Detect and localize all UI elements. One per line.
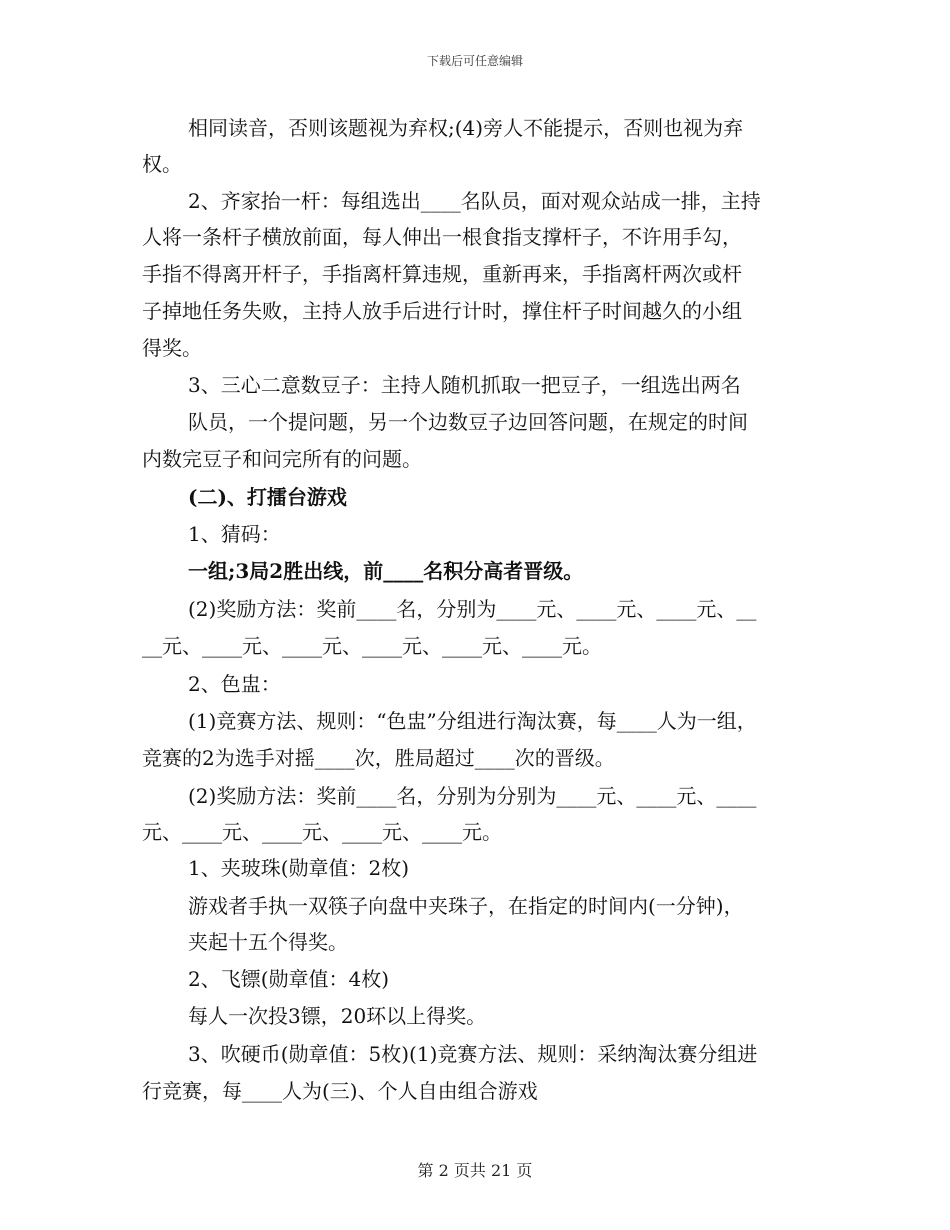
body-line-7: 得奖。 — [142, 336, 202, 360]
body-line-14: (2)奖励方法：奖前____名，分别为____元、____元、____元、__ — [188, 597, 757, 621]
body-line-13: 一组;3局2胜出线，前____名积分高者晋级。 — [188, 559, 584, 583]
section-heading: (二)、打擂台游戏 — [188, 485, 347, 509]
body-line-21: 1、夹玻珠(勋章值：2枚) — [188, 856, 410, 880]
body-line-22: 游戏者手执一双筷子向盘中夹珠子，在指定的时间内(一分钟)， — [188, 894, 744, 918]
body-line-10: 内数完豆子和问完所有的问题。 — [142, 447, 422, 471]
body-line-19: (2)奖励方法：奖前____名，分别为分别为____元、____元、____ — [188, 784, 757, 808]
body-line-5: 手指不得离开杆子，手指离杆算违规，重新再来，手指离杆两次或杆 — [142, 262, 742, 286]
body-line-24: 2、飞镖(勋章值：4枚) — [188, 967, 390, 991]
body-line-23: 夹起十五个得奖。 — [188, 930, 348, 954]
page-footer: 第 2 页共 21 页 — [417, 1161, 533, 1180]
body-line-6: 子掉地任务失败，主持人放手后进行计时，撑住杆子时间越久的小组 — [142, 299, 742, 323]
page-header: 下载后可任意编辑 — [426, 54, 523, 68]
body-line-27: 行竞赛，每____人为(三)、个人自由组合游戏 — [142, 1079, 538, 1103]
body-line-12: 1、猜码： — [188, 522, 281, 546]
body-line-17: (1)竞赛方法、规则：“色盅”分组进行淘汰赛，每____人为一组， — [188, 709, 757, 733]
body-line-18: 竞赛的2为选手对摇____次，胜局超过____次的晋级。 — [142, 746, 615, 770]
body-line-3: 2、齐家抬一杆：每组选出____名队员，面对观众站成一排，主持 — [188, 189, 761, 213]
body-line-26: 3、吹硬币(勋章值：5枚)(1)竞赛方法、规则：采纳淘汰赛分组进 — [188, 1042, 758, 1066]
body-line-2: 权。 — [142, 152, 182, 176]
body-line-20: 元、____元、____元、____元、____元。 — [142, 820, 502, 844]
body-line-15: __元、____元、____元、____元、____元、____元。 — [142, 634, 602, 658]
body-line-4: 人将一条杆子横放前面，每人伸出一根食指支撑杆子，不许用手勾， — [142, 225, 742, 249]
body-line-25: 每人一次投3镖，20环以上得奖。 — [188, 1004, 487, 1028]
body-line-8: 3、三心二意数豆子：主持人随机抓取一把豆子，一组选出两名 — [188, 373, 741, 397]
body-line-1: 相同读音，否则该题视为弃权;(4)旁人不能提示，否则也视为弃 — [188, 116, 744, 140]
body-line-16: 2、色盅： — [188, 672, 281, 696]
body-line-9: 队员，一个提问题，另一个边数豆子边回答问题，在规定的时间 — [188, 410, 748, 434]
